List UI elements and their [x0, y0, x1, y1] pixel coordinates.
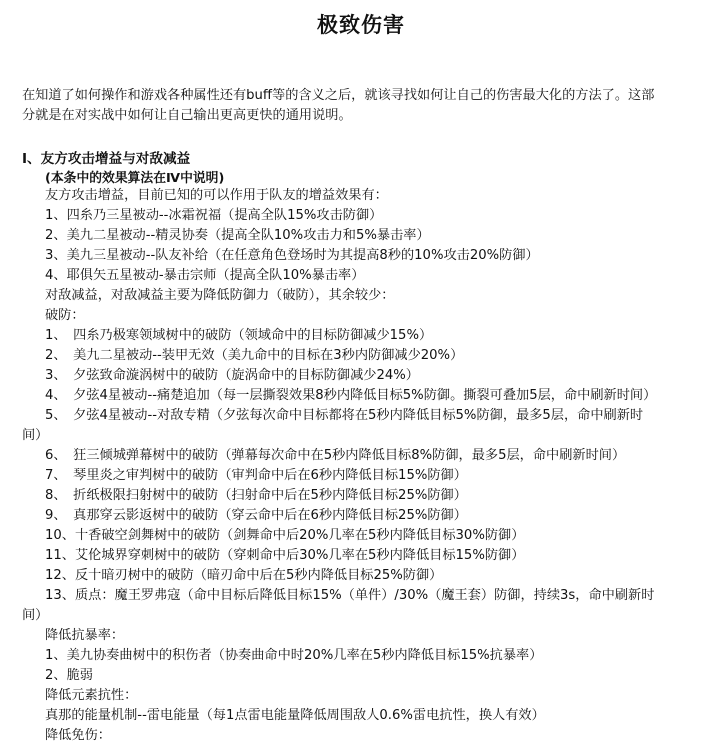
content-line: 7、 琴里炎之审判树中的破防（审判命中后在6秒内降低目标15%防御） [45, 468, 467, 483]
content-line: 降低免伤： [45, 728, 111, 743]
intro-line: 在知道了如何操作和游戏各种属性还有buff等的含义之后，就该寻找如何让自己的伤害最大化的方法了。这部 [22, 88, 655, 103]
content-line: 12、反十暗刃树中的破防（暗刃命中后在5秒内降低目标25%防御） [45, 568, 443, 583]
content-line: 10、十香破空剑舞树中的破防（剑舞命中后20%几率在5秒内降低目标30%防御） [45, 528, 525, 543]
section-note: (本条中的效果算法在Ⅳ中说明) [45, 171, 225, 186]
wrapped-line-tail: 间） [22, 608, 49, 623]
content-line: 4、耶俱矢五星被动-暴击宗师（提高全队10%暴击率） [45, 268, 365, 283]
content-line: 11、艾伦城界穿刺树中的破防（穿刺命中后30%几率在5秒内降低目标15%防御） [45, 548, 525, 563]
content-line: 6、 狂三倾城弹幕树中的破防（弹幕每次命中在5秒内降低目标8%防御，最多5层，命中刷新时间） [45, 448, 626, 463]
page-title: 极致伤害 [317, 13, 405, 37]
content-line: 1、美九协奏曲树中的积伤者（协奏曲命中时20%几率在5秒内降低目标15%抗暴率） [45, 648, 543, 663]
content-line: 1、 四糸乃极寒领域树中的破防（领域命中的目标防御减少15%） [45, 328, 433, 343]
section-heading: Ⅰ、友方攻击增益与对敌减益 [22, 151, 191, 167]
content-line: 3、 夕弦致命漩涡树中的破防（旋涡命中的目标防御减少24%） [45, 368, 419, 383]
content-line: 破防： [45, 308, 85, 323]
content-line: 8、 折纸极限扫射树中的破防（扫射命中后在5秒内降低目标25%防御） [45, 488, 467, 503]
intro-line: 分就是在对实战中如何让自己输出更高更快的通用说明。 [22, 108, 352, 123]
content-line: 1、四糸乃三星被动--冰霜祝福（提高全队15%攻击防御） [45, 208, 383, 223]
content-line: 真那的能量机制--雷电能量（每1点雷电能量降低周围敌人0.6%雷电抗性，换人有效） [45, 708, 545, 723]
content-line: 4、 夕弦4星被动--痛楚追加（每一层撕裂效果8秒内降低目标5%防御。撕裂可叠加5层，命中刷新时间） [45, 388, 657, 403]
content-line: 13、质点：魔王罗弗寇（命中目标后降低目标15%（单件）/30%（魔王套）防御，持续3s，命中刷新时 [45, 588, 655, 603]
wrapped-line-tail: 间） [22, 428, 49, 443]
intro-paragraph [22, 86, 700, 126]
content-line: 5、 夕弦4星被动--对敌专精（夕弦每次命中目标都将在5秒内降低目标5%防御，最多5层，命中刷新时 [45, 408, 644, 423]
content-line: 9、 真那穿云影返树中的破防（穿云命中后在6秒内降低目标25%防御） [45, 508, 467, 523]
content-line: 3、美九三星被动--队友补给（在任意角色登场时为其提高8秒的10%攻击20%防御） [45, 248, 539, 263]
content-line: 降低元素抗性： [45, 688, 138, 703]
content-line: 降低抗暴率： [45, 628, 125, 643]
content-line: 2、美九二星被动--精灵协奏（提高全队10%攻击力和5%暴击率） [45, 228, 430, 243]
content-line: 2、脆弱 [45, 668, 93, 683]
content-line: 对敌减益，对敌减益主要为降低防御力（破防），其余较少： [45, 288, 395, 303]
content-line: 2、 美九二星被动--装甲无效（美九命中的目标在3秒内防御减少20%） [45, 348, 464, 363]
content-line: 友方攻击增益，目前已知的可以作用于队友的增益效果有： [45, 188, 388, 203]
